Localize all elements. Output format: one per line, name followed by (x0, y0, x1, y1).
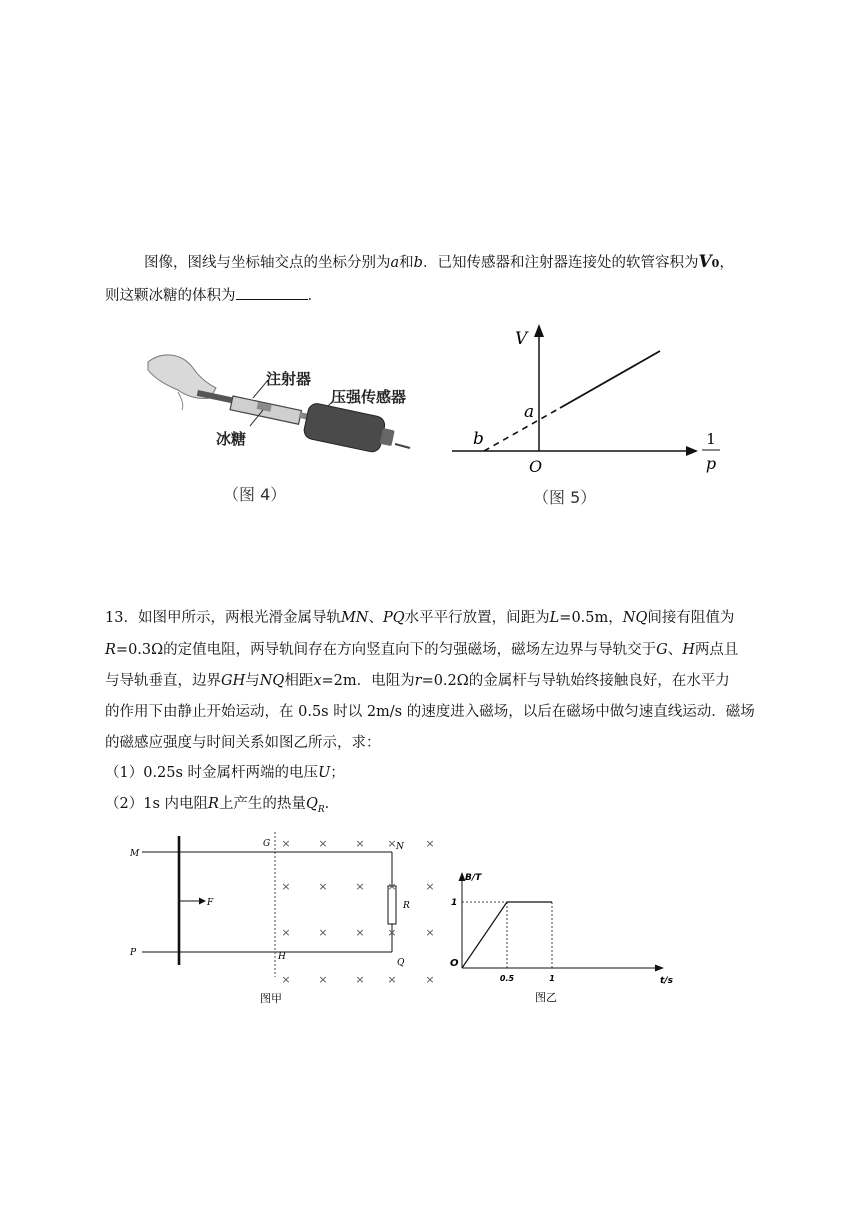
figure-yi (446, 862, 676, 1014)
syringe-plunger (197, 390, 237, 404)
field-x-mark: × (355, 973, 365, 986)
answer-blank[interactable] (236, 285, 308, 300)
label-sensor: 压强传感器 (331, 388, 407, 406)
field-x-mark: × (318, 973, 328, 986)
field-x-mark: × (387, 880, 397, 893)
axis-v-label: V (515, 329, 528, 349)
x-axis-arrow-icon (686, 446, 698, 456)
axis-x-denominator: p (705, 454, 717, 473)
figure-4-caption: （图 4） (223, 485, 287, 504)
axis-x-numerator: 1 (706, 430, 716, 448)
figure-jia (120, 822, 450, 1012)
field-x-mark: × (355, 880, 365, 893)
magnetic-field-marks (281, 837, 434, 986)
q13-line2: R=0.3Ω的定值电阻，两导轨间存在方向竖直向下的匀强磁场，磁场左边界与导轨交于G、H两点且 (105, 642, 739, 658)
field-x-mark: × (425, 880, 435, 893)
extrapolated-line (484, 408, 560, 451)
field-x-mark: × (387, 837, 397, 850)
figure-yi-caption: 图乙 (535, 991, 557, 1004)
label-n: N (396, 842, 404, 852)
field-x-mark: × (281, 880, 291, 893)
field-x-mark: × (318, 880, 328, 893)
field-x-mark: × (281, 926, 291, 939)
y-tick-1: 1 (451, 898, 458, 908)
q12-text-line1: 图像，图线与坐标轴交点的坐标分别为a和b．已知传感器和注射器连接处的软管容积为V0， (144, 252, 734, 272)
force-arrow-head-icon (199, 898, 206, 905)
field-x-mark: × (318, 926, 328, 939)
point-b-label: b (473, 429, 484, 449)
field-x-mark: × (387, 973, 397, 986)
origin-label: O (529, 457, 543, 476)
q13-line5: 的磁感应强度与时间关系如图乙所示，求： (105, 735, 381, 751)
y-axis-arrow-icon (534, 324, 544, 337)
q13-line1: 13．如图甲所示，两根光滑金属导轨MN、PQ水平平行放置，间距为L=0.5m，NQ间接有阻值为 (105, 610, 735, 626)
q13-subquestion-2: （2）1s 内电阻R上产生的热量$Q_R$． (105, 796, 340, 815)
data-line (560, 351, 660, 408)
field-x-mark: × (387, 926, 397, 939)
figure-5-caption: （图 5） (533, 488, 597, 507)
label-f: F (207, 898, 214, 908)
field-x-mark: × (425, 926, 435, 939)
b-t-segment (462, 902, 507, 968)
figure-4 (138, 340, 418, 515)
label-g: G (263, 839, 271, 849)
label-q: Q (397, 958, 405, 968)
field-x-mark: × (281, 973, 291, 986)
field-x-mark: × (281, 837, 291, 850)
field-x-mark: × (425, 973, 435, 986)
field-x-mark: × (355, 926, 365, 939)
field-x-mark: × (425, 837, 435, 850)
t-axis-arrow-icon (655, 965, 664, 972)
x-tick-1: 1 (549, 974, 555, 983)
field-x-mark: × (355, 837, 365, 850)
x-tick-0-5: 0.5 (499, 974, 515, 983)
q13-line4: 的作用下由静止开始运动，在 0.5s 时以 2m/s 的速度进入磁场，以后在磁场中做匀速直线运动．磁场 (105, 704, 755, 720)
b-axis-label: B/T (465, 873, 482, 883)
t-axis-label: t/s (660, 976, 673, 986)
pressure-sensor (303, 402, 387, 453)
label-h: H (278, 952, 286, 962)
figure-jia-caption: 图甲 (260, 992, 282, 1005)
label-p: P (130, 948, 137, 958)
q13-line3: 与导轨垂直，边界GH与NQ相距x=2m．电阻为r=0.2Ω的金属杆与导轨始终接触良好，在水平力 (105, 673, 730, 689)
origin-label: O (450, 958, 459, 969)
field-x-mark: × (318, 837, 328, 850)
q12-text-line2: 则这颗冰糖的体积为 ． (105, 284, 322, 305)
figure-5 (448, 320, 738, 510)
q13-subquestion-1: （1）0.25s 时金属杆两端的电压U； (105, 765, 345, 781)
point-a-label: a (524, 402, 535, 422)
label-m: M (130, 849, 140, 859)
label-syringe: 注射器 (266, 370, 312, 388)
label-r: R (403, 901, 410, 911)
label-sugar: 冰糖 (216, 430, 247, 448)
